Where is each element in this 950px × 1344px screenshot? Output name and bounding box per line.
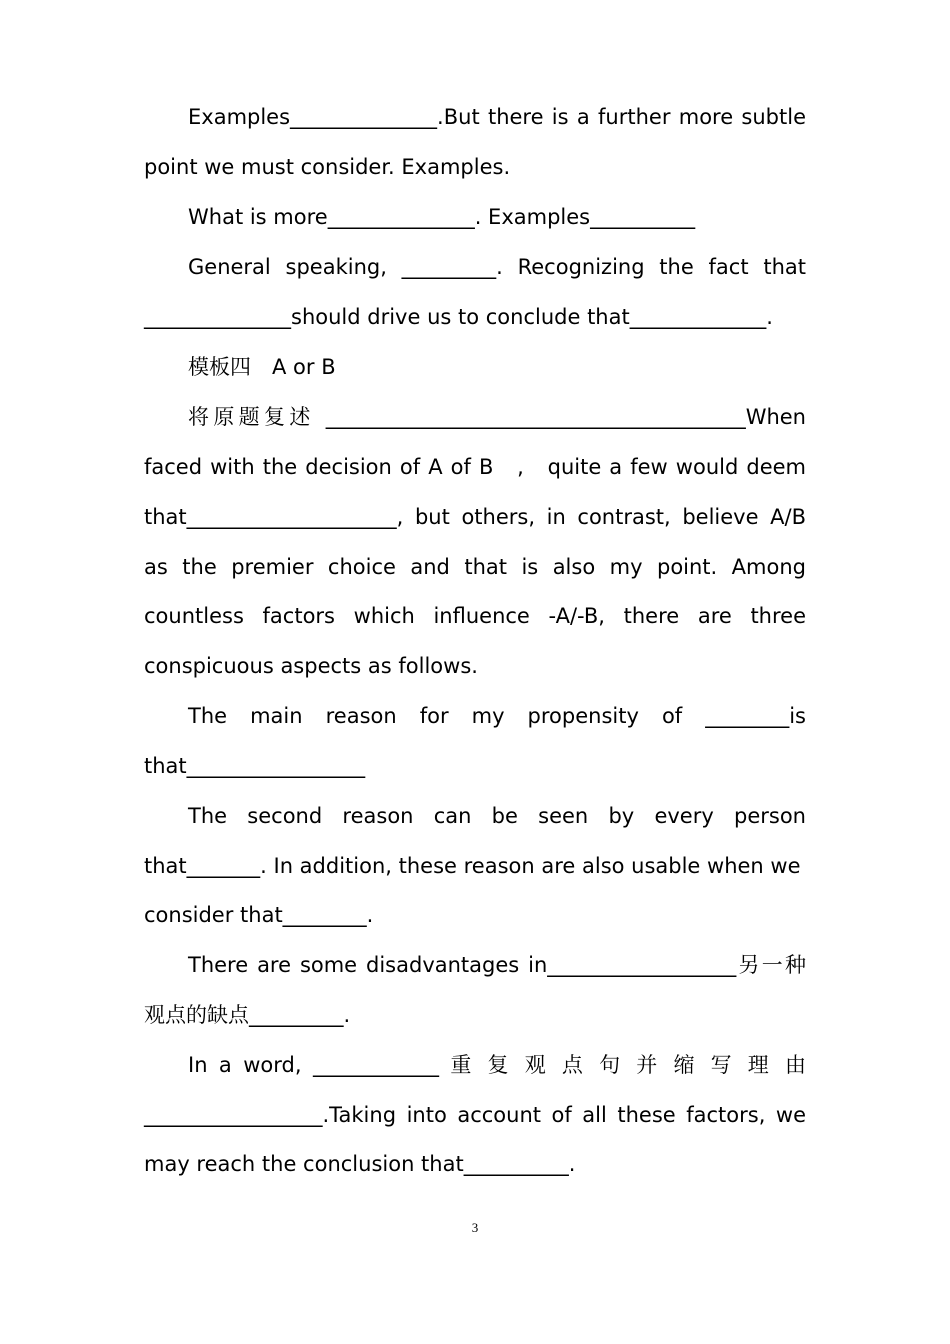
paragraph-line: faced with the decision of A of B , quite a few would deem	[144, 455, 806, 479]
paragraph-line: _________________.Taking into account of all these factors, we	[144, 1103, 806, 1127]
paragraph-line: Examples______________.But there is a further more subtle	[188, 105, 806, 129]
paragraph-line: consider that________.	[144, 903, 374, 927]
paragraph-line: 观点的缺点_________.	[144, 1003, 351, 1027]
paragraph-line: The main reason for my propensity of ________is	[188, 704, 806, 728]
paragraph-line: The second reason can be seen by every person	[188, 804, 806, 828]
page-number: 3	[471, 1220, 479, 1235]
paragraph-line: as the premier choice and that is also my point. Among	[144, 555, 806, 579]
paragraph-line: that_________________	[144, 754, 366, 778]
paragraph-line: that_______. In addition, these reason are also usable when we	[144, 854, 801, 878]
paragraph-line: that____________________, but others, in contrast, believe A/B	[144, 505, 806, 529]
paragraph-line: countless factors which influence -A/-B, there are three	[144, 604, 806, 628]
paragraph-line: conspicuous aspects as follows.	[144, 654, 478, 678]
paragraph-line: may reach the conclusion that__________.	[144, 1152, 576, 1176]
paragraph-line: There are some disadvantages in__________________另一种	[188, 953, 806, 977]
paragraph-line: In a word, ____________ 重 复 观 点 句 并 缩 写 理 由	[188, 1053, 806, 1077]
paragraph-line: 将原题复述 ________________________________________When	[188, 405, 806, 429]
paragraph-line: ______________should drive us to conclude that_____________.	[144, 305, 773, 329]
paragraph-line: General speaking, _________. Recognizing the fact that	[188, 255, 806, 279]
section-heading: 模板四 A or B	[188, 355, 336, 379]
paragraph-line: What is more______________. Examples__________	[188, 205, 696, 229]
paragraph-line: point we must consider. Examples.	[144, 155, 511, 179]
